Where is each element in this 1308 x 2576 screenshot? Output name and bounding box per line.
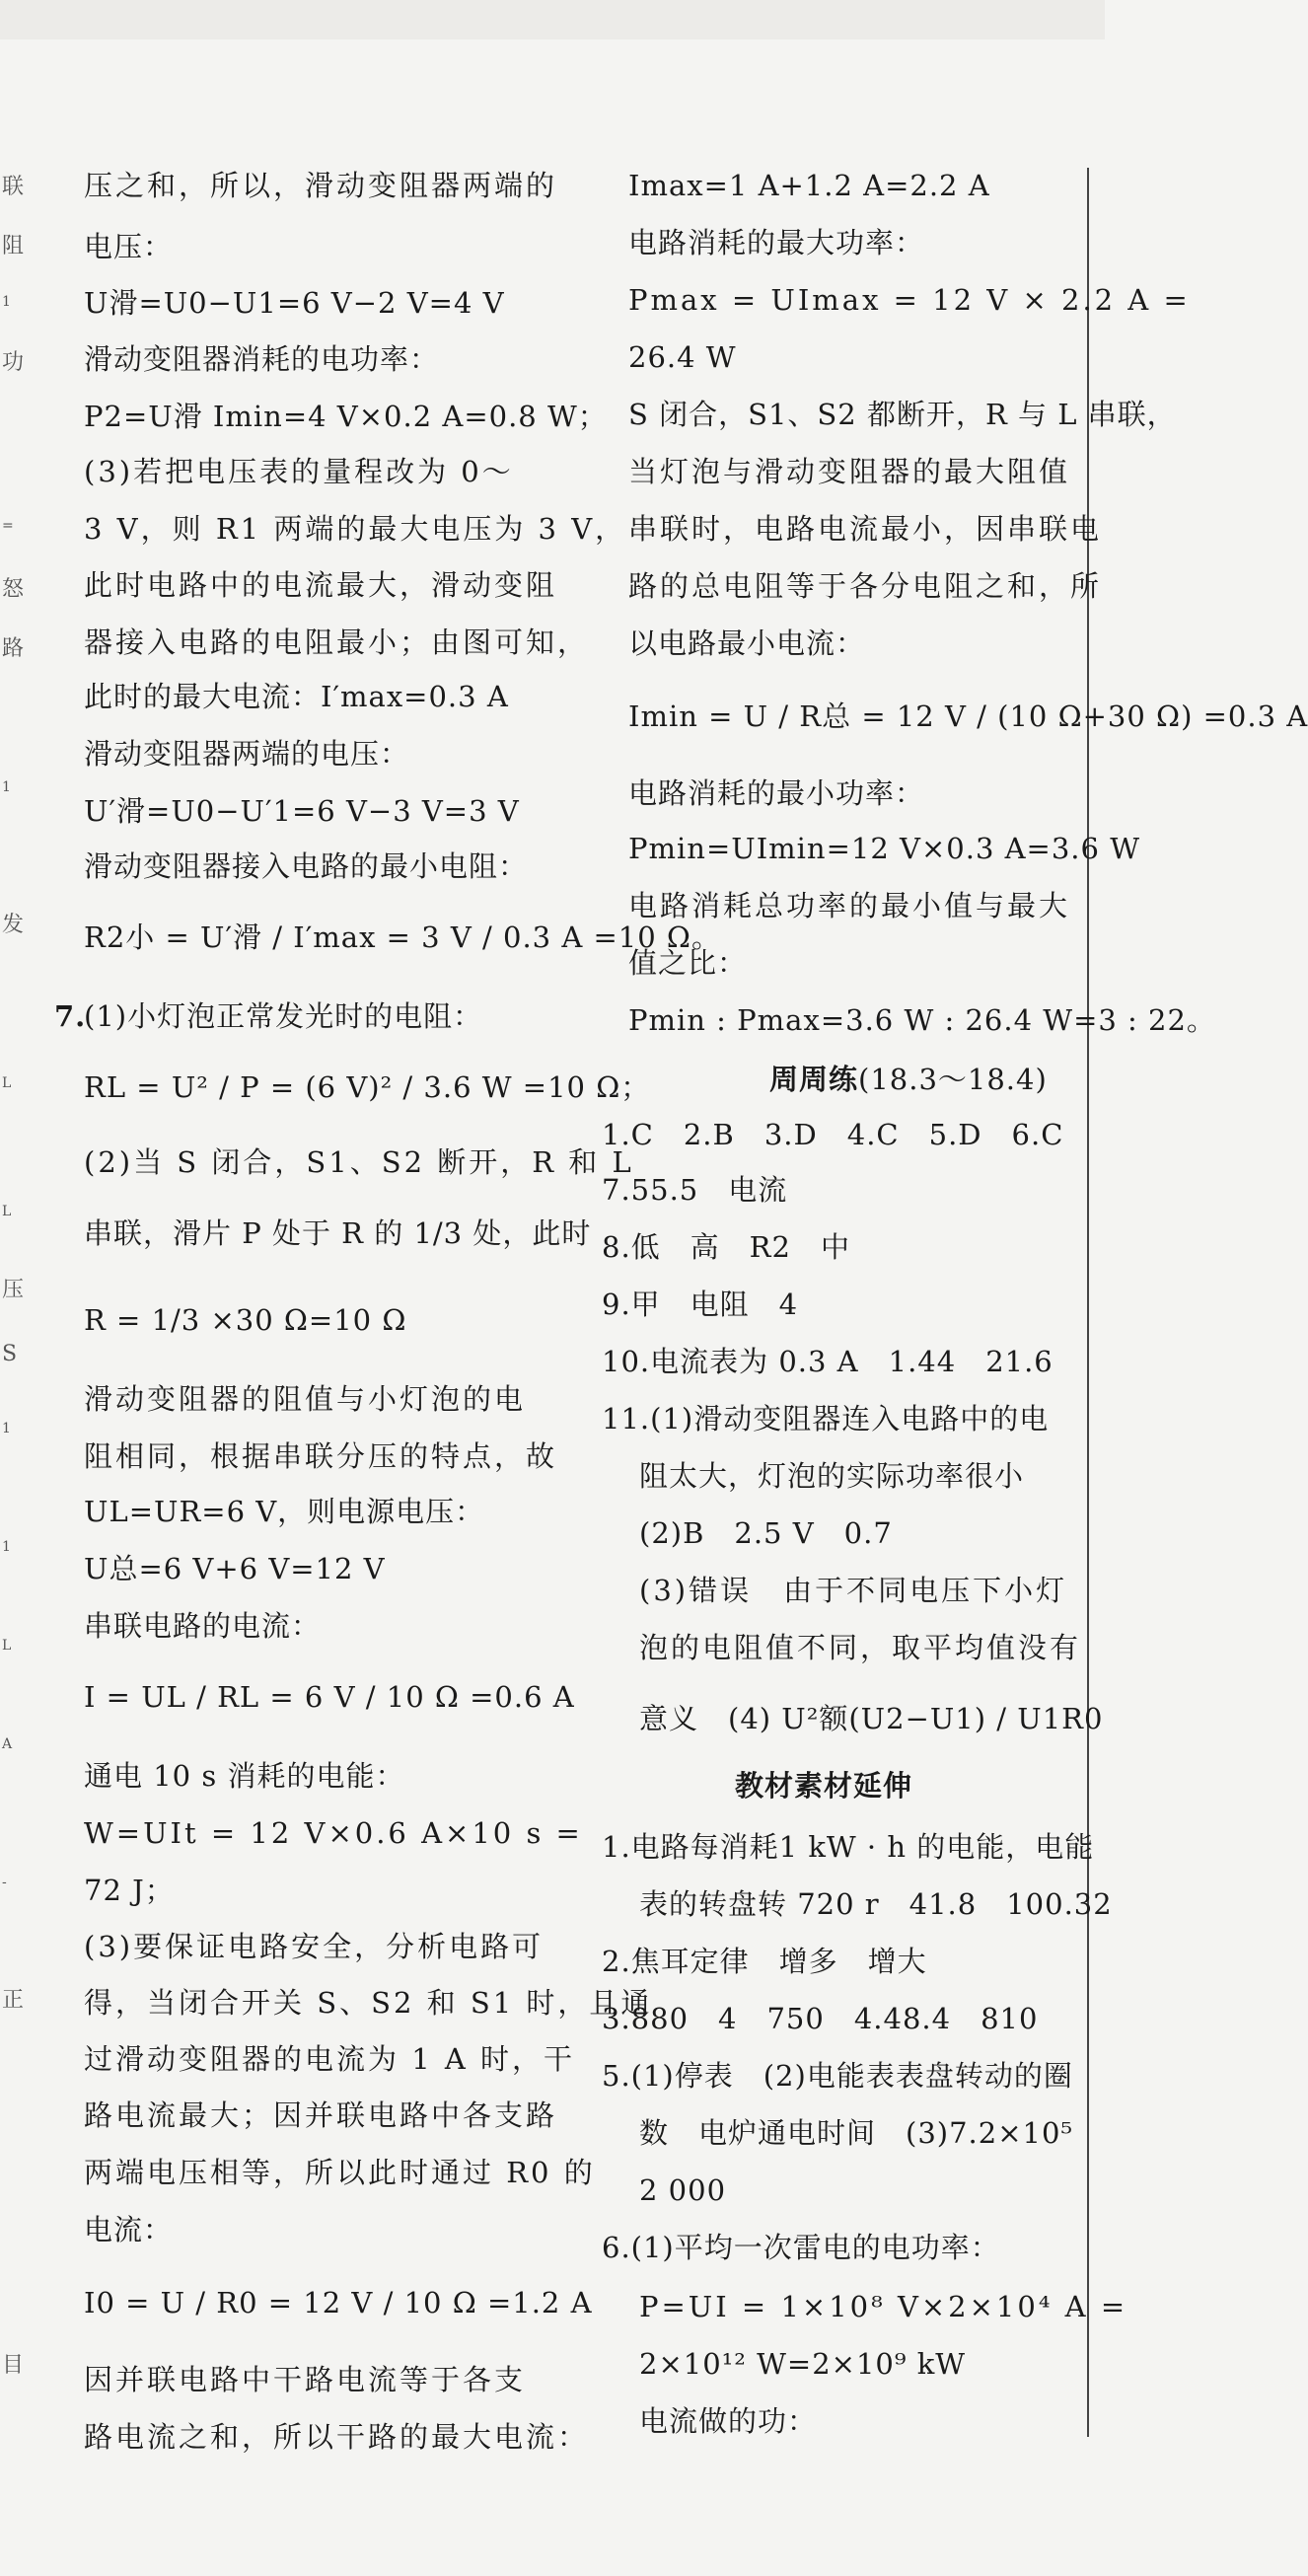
text-line: 串联电路的电流： <box>84 1609 322 1643</box>
text-line: (1)小灯泡正常发光时的电阻： <box>84 999 483 1033</box>
equation: Imax=1 A+1.2 A=2.2 A <box>628 169 990 202</box>
answer-line: (3)错误 由于不同电压下小灯 <box>639 1574 1068 1607</box>
edge-char: 压 <box>2 1278 25 1302</box>
equation: Pmax = UImax = 12 V × 2.2 A = <box>628 283 1191 317</box>
question-number: 7. <box>54 999 87 1033</box>
section-title: 周周练 <box>769 1063 859 1096</box>
edge-char: 怒 <box>2 577 25 602</box>
equation: U滑=U0−U1=6 V−2 V=4 V <box>84 286 505 320</box>
edge-char: 联 <box>2 175 25 199</box>
fraction-equation: Imin = U / R总 = 12 V / (10 Ω+30 Ω) =0.3 A <box>628 699 1308 733</box>
text-line: 滑动变阻器消耗的电功率： <box>84 342 440 376</box>
answer-line: 7.55.5 电流 <box>602 1173 788 1207</box>
section-title-extension: 教材素材延伸 <box>735 1769 913 1803</box>
equation: U′滑=U0−U′1=6 V−3 V=3 V <box>84 794 520 828</box>
edge-char: 1 <box>2 1539 11 1555</box>
text-line: S 闭合，S1、S2 都断开，R 与 L 串联， <box>628 398 1177 431</box>
answer-line: 3.880 4 750 4.48.4 810 <box>602 2002 1039 2035</box>
text-line: 路的总电阻等于各分电阻之和，所 <box>628 569 1103 603</box>
text-line: 器接入电路的电阻最小；由图可知， <box>84 626 590 659</box>
answer-line: 表的转盘转 720 r 41.8 100.32 <box>639 1887 1113 1921</box>
answer-line: 泡的电阻值不同，取平均值没有 <box>639 1631 1082 1664</box>
edge-char: 1 <box>2 294 11 310</box>
text-line: 串联时，电路电流最小，因串联电 <box>628 512 1103 546</box>
edge-char: 1 <box>2 1421 11 1436</box>
answer-line: 11.(1)滑动变阻器连入电路中的电 <box>602 1402 1050 1435</box>
answer-line: 2 000 <box>639 2173 727 2207</box>
text-line: (3)若把电压表的量程改为 0～ <box>84 455 514 488</box>
equation: Pmin : Pmax=3.6 W : 26.4 W=3 : 22。 <box>628 1003 1216 1037</box>
equation: 26.4 W <box>628 340 737 374</box>
column-divider <box>1087 168 1089 2437</box>
edge-char: 功 <box>2 350 25 375</box>
text-line: 路电流最大；因并联电路中各支路 <box>84 2098 558 2132</box>
answer-line: 9.甲 电阻 4 <box>602 1288 799 1321</box>
text-line: 电流： <box>84 2213 174 2246</box>
equation: P=UI = 1×10⁸ V×2×10⁴ A = <box>639 2290 1128 2323</box>
text-line: (2)当 S 闭合，S1、S2 断开，R 和 L <box>84 1145 634 1179</box>
text-line: 通电 10 s 消耗的电能： <box>84 1759 405 1793</box>
edge-char: 阻 <box>2 234 25 258</box>
section-title-weekly <box>769 1060 1048 1099</box>
answer-line: 数 电炉通电时间 (3)7.2×10⁵ <box>639 2116 1074 2150</box>
edge-char: = <box>2 518 14 534</box>
edge-char: A <box>2 1736 13 1752</box>
equation: P2=U滑 Imin=4 V×0.2 A=0.8 W； <box>84 400 608 433</box>
text-line: 3 V，则 R1 两端的最大电压为 3 V， <box>84 512 627 546</box>
edge-char: L <box>2 1638 12 1654</box>
edge-char: 发 <box>2 913 25 937</box>
edge-char: S <box>2 1342 18 1366</box>
edge-char: - <box>2 1875 7 1890</box>
text-line: 滑动变阻器的阻值与小灯泡的电 <box>84 1382 527 1416</box>
text-line: 以电路最小电流： <box>628 626 866 660</box>
text-line: 压之和，所以，滑动变阻器两端的 <box>84 169 558 202</box>
answer-line: 意义 (4) U²额(U2−U1) / U1R0 <box>639 1702 1104 1735</box>
text-line: 得，当闭合开关 S、S2 和 S1 时，且通 <box>84 1986 653 2020</box>
section-range: (18.3～18.4) <box>858 1063 1048 1096</box>
text-line: 电路消耗总功率的最小值与最大 <box>628 889 1071 922</box>
text-line: 当灯泡与滑动变阻器的最大阻值 <box>628 455 1071 488</box>
edge-char: L <box>2 1204 12 1219</box>
text-line: 值之比： <box>628 946 748 980</box>
fraction-equation: I = UL / RL = 6 V / 10 Ω =0.6 A <box>84 1680 575 1714</box>
text-line: 因并联电路中干路电流等于各支 <box>84 2363 527 2396</box>
answer-line: 1.C 2.B 3.D 4.C 5.D 6.C <box>602 1118 1064 1151</box>
text-line: 电路消耗的最大功率： <box>628 226 925 259</box>
edge-char: 1 <box>2 779 11 795</box>
answer-line: 1.电路每消耗1 kW · h 的电能，电能 <box>602 1830 1095 1864</box>
text-line: 过滑动变阻器的电流为 1 A 时，干 <box>84 2042 576 2076</box>
edge-char: L <box>2 1075 12 1091</box>
answer-line: 10.电流表为 0.3 A 1.44 21.6 <box>602 1345 1054 1378</box>
text-line: 串联，滑片 P 处于 R 的 1/3 处，此时 <box>84 1216 592 1250</box>
answer-line: 阻太大，灯泡的实际功率很小 <box>639 1459 1025 1493</box>
cropped-left-edge <box>0 0 30 2576</box>
text-line: 电流做的功： <box>639 2404 818 2438</box>
fraction-equation: I0 = U / R0 = 12 V / 10 Ω =1.2 A <box>84 2286 593 2319</box>
answer-line: 6.(1)平均一次雷电的电功率： <box>602 2231 1000 2264</box>
edge-char: 正 <box>2 1988 25 2013</box>
text-line: (3)要保证电路安全，分析电路可 <box>84 1930 545 1963</box>
text-line: 两端电压相等，所以此时通过 R0 的 <box>84 2156 596 2189</box>
fraction-equation: R = 1/3 ×30 Ω=10 Ω <box>84 1303 407 1337</box>
text-line: 滑动变阻器接入电路的最小电阻： <box>84 849 529 883</box>
equation: U总=6 V+6 V=12 V <box>84 1552 386 1585</box>
equation: 此时的最大电流：I′max=0.3 A <box>84 680 509 713</box>
answer-line: (2)B 2.5 V 0.7 <box>639 1516 893 1550</box>
text-line: 电压： <box>84 230 174 263</box>
equation: 2×10¹² W=2×10⁹ kW <box>639 2347 967 2381</box>
text-line: 阻相同，根据串联分压的特点，故 <box>84 1439 558 1473</box>
edge-char: 路 <box>2 636 25 661</box>
text-line: 路电流之和，所以干路的最大电流： <box>84 2420 590 2454</box>
answer-line: 2.焦耳定律 增多 增大 <box>602 1945 927 1978</box>
text-line: 滑动变阻器两端的电压： <box>84 737 410 771</box>
fraction-equation: R2小 = U′滑 / I′max = 3 V / 0.3 A =10 Ω。 <box>84 920 721 954</box>
top-shadow <box>0 0 1105 39</box>
equation: W=UIt = 12 V×0.6 A×10 s = <box>84 1816 583 1850</box>
answer-line: 8.低 高 R2 中 <box>602 1230 850 1264</box>
text-line: 此时电路中的电流最大，滑动变阻 <box>84 568 558 602</box>
edge-char: 目 <box>2 2353 25 2378</box>
answer-line: 5.(1)停表 (2)电能表表盘转动的圈 <box>602 2059 1073 2093</box>
fraction-equation: RL = U² / P = (6 V)² / 3.6 W =10 Ω； <box>84 1070 651 1104</box>
equation: 72 J； <box>84 1874 175 1907</box>
equation: Pmin=UImin=12 V×0.3 A=3.6 W <box>628 832 1140 865</box>
equation: UL=UR=6 V，则电源电压： <box>84 1495 485 1528</box>
text-line: 电路消耗的最小功率： <box>628 776 925 810</box>
